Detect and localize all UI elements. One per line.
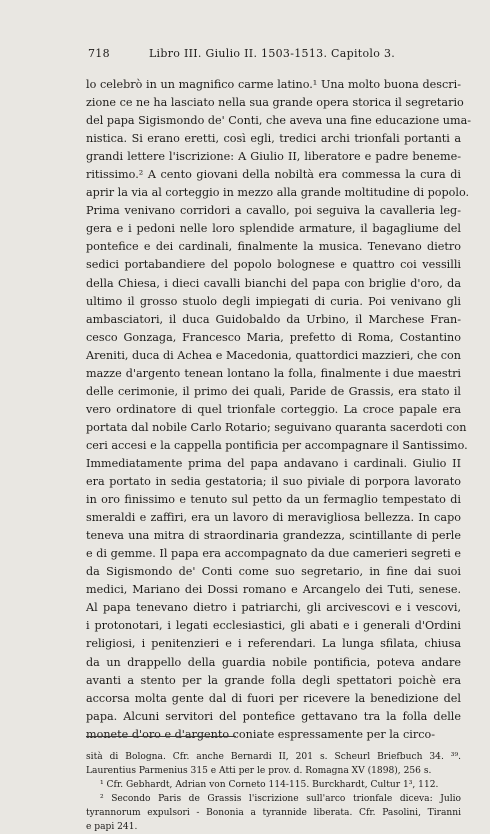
footnote-line: Laurentius Parmenius 315 e Atti per le prov. d. Romagna XV (1898), 256 s. [86,766,432,776]
body-line: e di gemme. Il papa era accompagnato da due camerieri segreti e [86,547,461,561]
footnote-separator [86,736,236,737]
body-line: ambasciatori, il duca Guidobaldo da Urbino, il Marchese Fran- [86,312,461,326]
body-text [86,76,472,744]
body-line: nistica. Si erano eretti, così egli, tredici archi trionfali portanti a [86,132,461,146]
footnote-line: e papi 241. [86,822,138,832]
body-line: monete d'oro e d'argento coniate espressamente per la circo- [86,727,436,741]
body-line: accorsa molta gente dal di fuori per ricevere la benedizione del [86,691,461,705]
body-line: medici, Mariano dei Dossi romano e Arcangelo dei Tuti, senese. [86,583,461,597]
body-line: del papa Sigismondo de' Conti, che aveva una fine educazione uma- [86,114,472,128]
body-line: grandi lettere l'iscrizione: A Giulio II, liberatore e padre beneme- [86,150,461,164]
body-line: da un drappello della guardia nobile pontificia, poteva andare [86,655,461,669]
body-line: portata dal nobile Carlo Rotario; seguivano quaranta sacerdoti con [86,420,467,434]
body-line: ritissimo.² A cento giovani della nobiltà era commessa la cura di [86,168,461,182]
body-line: vero ordinatore di quel trionfale corteggio. La croce papale era [86,402,461,416]
page-number: 718 [88,47,110,60]
body-line: sedici portabandiere del popolo bolognese e quattro coi vessilli [86,258,461,272]
body-line: aprir la via al corteggio in mezzo alla grande moltitudine di popolo. [86,186,470,200]
body-line: delle cerimonie, il primo dei quali, Paride de Grassis, era stato il [86,384,461,398]
footnote-line: ² Secondo Paris de Grassis l'iscrizione sull'arco trionfale diceva: Julio [100,794,461,804]
body-line: religiosi, i penitenzieri e i referendari. La lunga sfilata, chiusa [86,637,461,651]
body-line: gera e i pedoni nelle loro splendide armature, il bagagliume del [86,222,461,236]
body-line: Prima venivano corridori a cavallo, poi seguiva la cavalleria leg- [86,204,461,218]
running-title: Libro III. Giulio II. 1503-1513. Capitolo 3. [148,47,396,60]
body-line: zione ce ne ha lasciato nella sua grande opera storica il segretario [86,96,464,110]
body-line: Areniti, duca di Achea e Macedonia, quattordici mazzieri, che con [86,348,461,362]
body-line: lo celebrò in un magnifico carme latino.¹ Una molto buona descri- [86,78,461,91]
body-line: mazze d'argento tenean lontano la folla, finalmente i due maestri [86,366,461,380]
body-line: smeraldi e zaffiri, era un lavoro di meravigliosa bellezza. In capo [86,511,461,525]
body-line: era portato in sedia gestatoria; il suo piviale di porpora lavorato [86,475,461,489]
footnote-line: tyrannorum expulsori - Bononia a tyrannide liberata. Cfr. Pasolini, Tiranni [86,808,461,818]
body-line: pontefice e dei cardinali, finalmente la musica. Tenevano dietro [86,240,461,254]
body-line: i protonotari, i legati ecclesiastici, gli abati e i generali d'Ordini [86,619,461,633]
body-line: avanti a stento per la grande folla degli spettatori poichè era [86,673,461,687]
body-line: cesco Gonzaga, Francesco Maria, prefetto di Roma, Costantino [86,330,461,344]
body-line: in oro finissimo e tenuto sul petto da un fermaglio tempestato di [86,493,461,507]
body-line: ultimo il grosso stuolo degli impiegati di curia. Poi venivano gli [86,294,461,308]
footnotes [86,750,461,834]
body-line: Immediatamente prima del papa andavano i cardinali. Giulio II [86,456,461,470]
body-line: Al papa tenevano dietro i patriarchi, gli arcivescovi e i vescovi, [86,601,461,615]
body-line: papa. Alcuni servitori del pontefice gettavano tra la folla delle [86,709,461,723]
footnote-line: ¹ Cfr. Gebhardt, Adrian von Corneto 114-115. Burckhardt, Cultur 1³, 112. [100,780,439,790]
body-line: teneva una mitra di straordinaria grandezza, scintillante di perle [86,529,461,543]
body-line: ceri accesi e la cappella pontificia per accompagnare il Santissimo. [86,438,468,452]
body-line: da Sigismondo de' Conti come suo segretario, in fine dai suoi [86,565,461,579]
footnote-line: sità di Bologna. Cfr. anche Bernardi II, 201 s. Scheurl Briefbuch 34. ³⁹. [86,752,461,762]
body-line: della Chiesa, i dieci cavalli bianchi del papa con briglie d'oro, da [86,276,461,290]
